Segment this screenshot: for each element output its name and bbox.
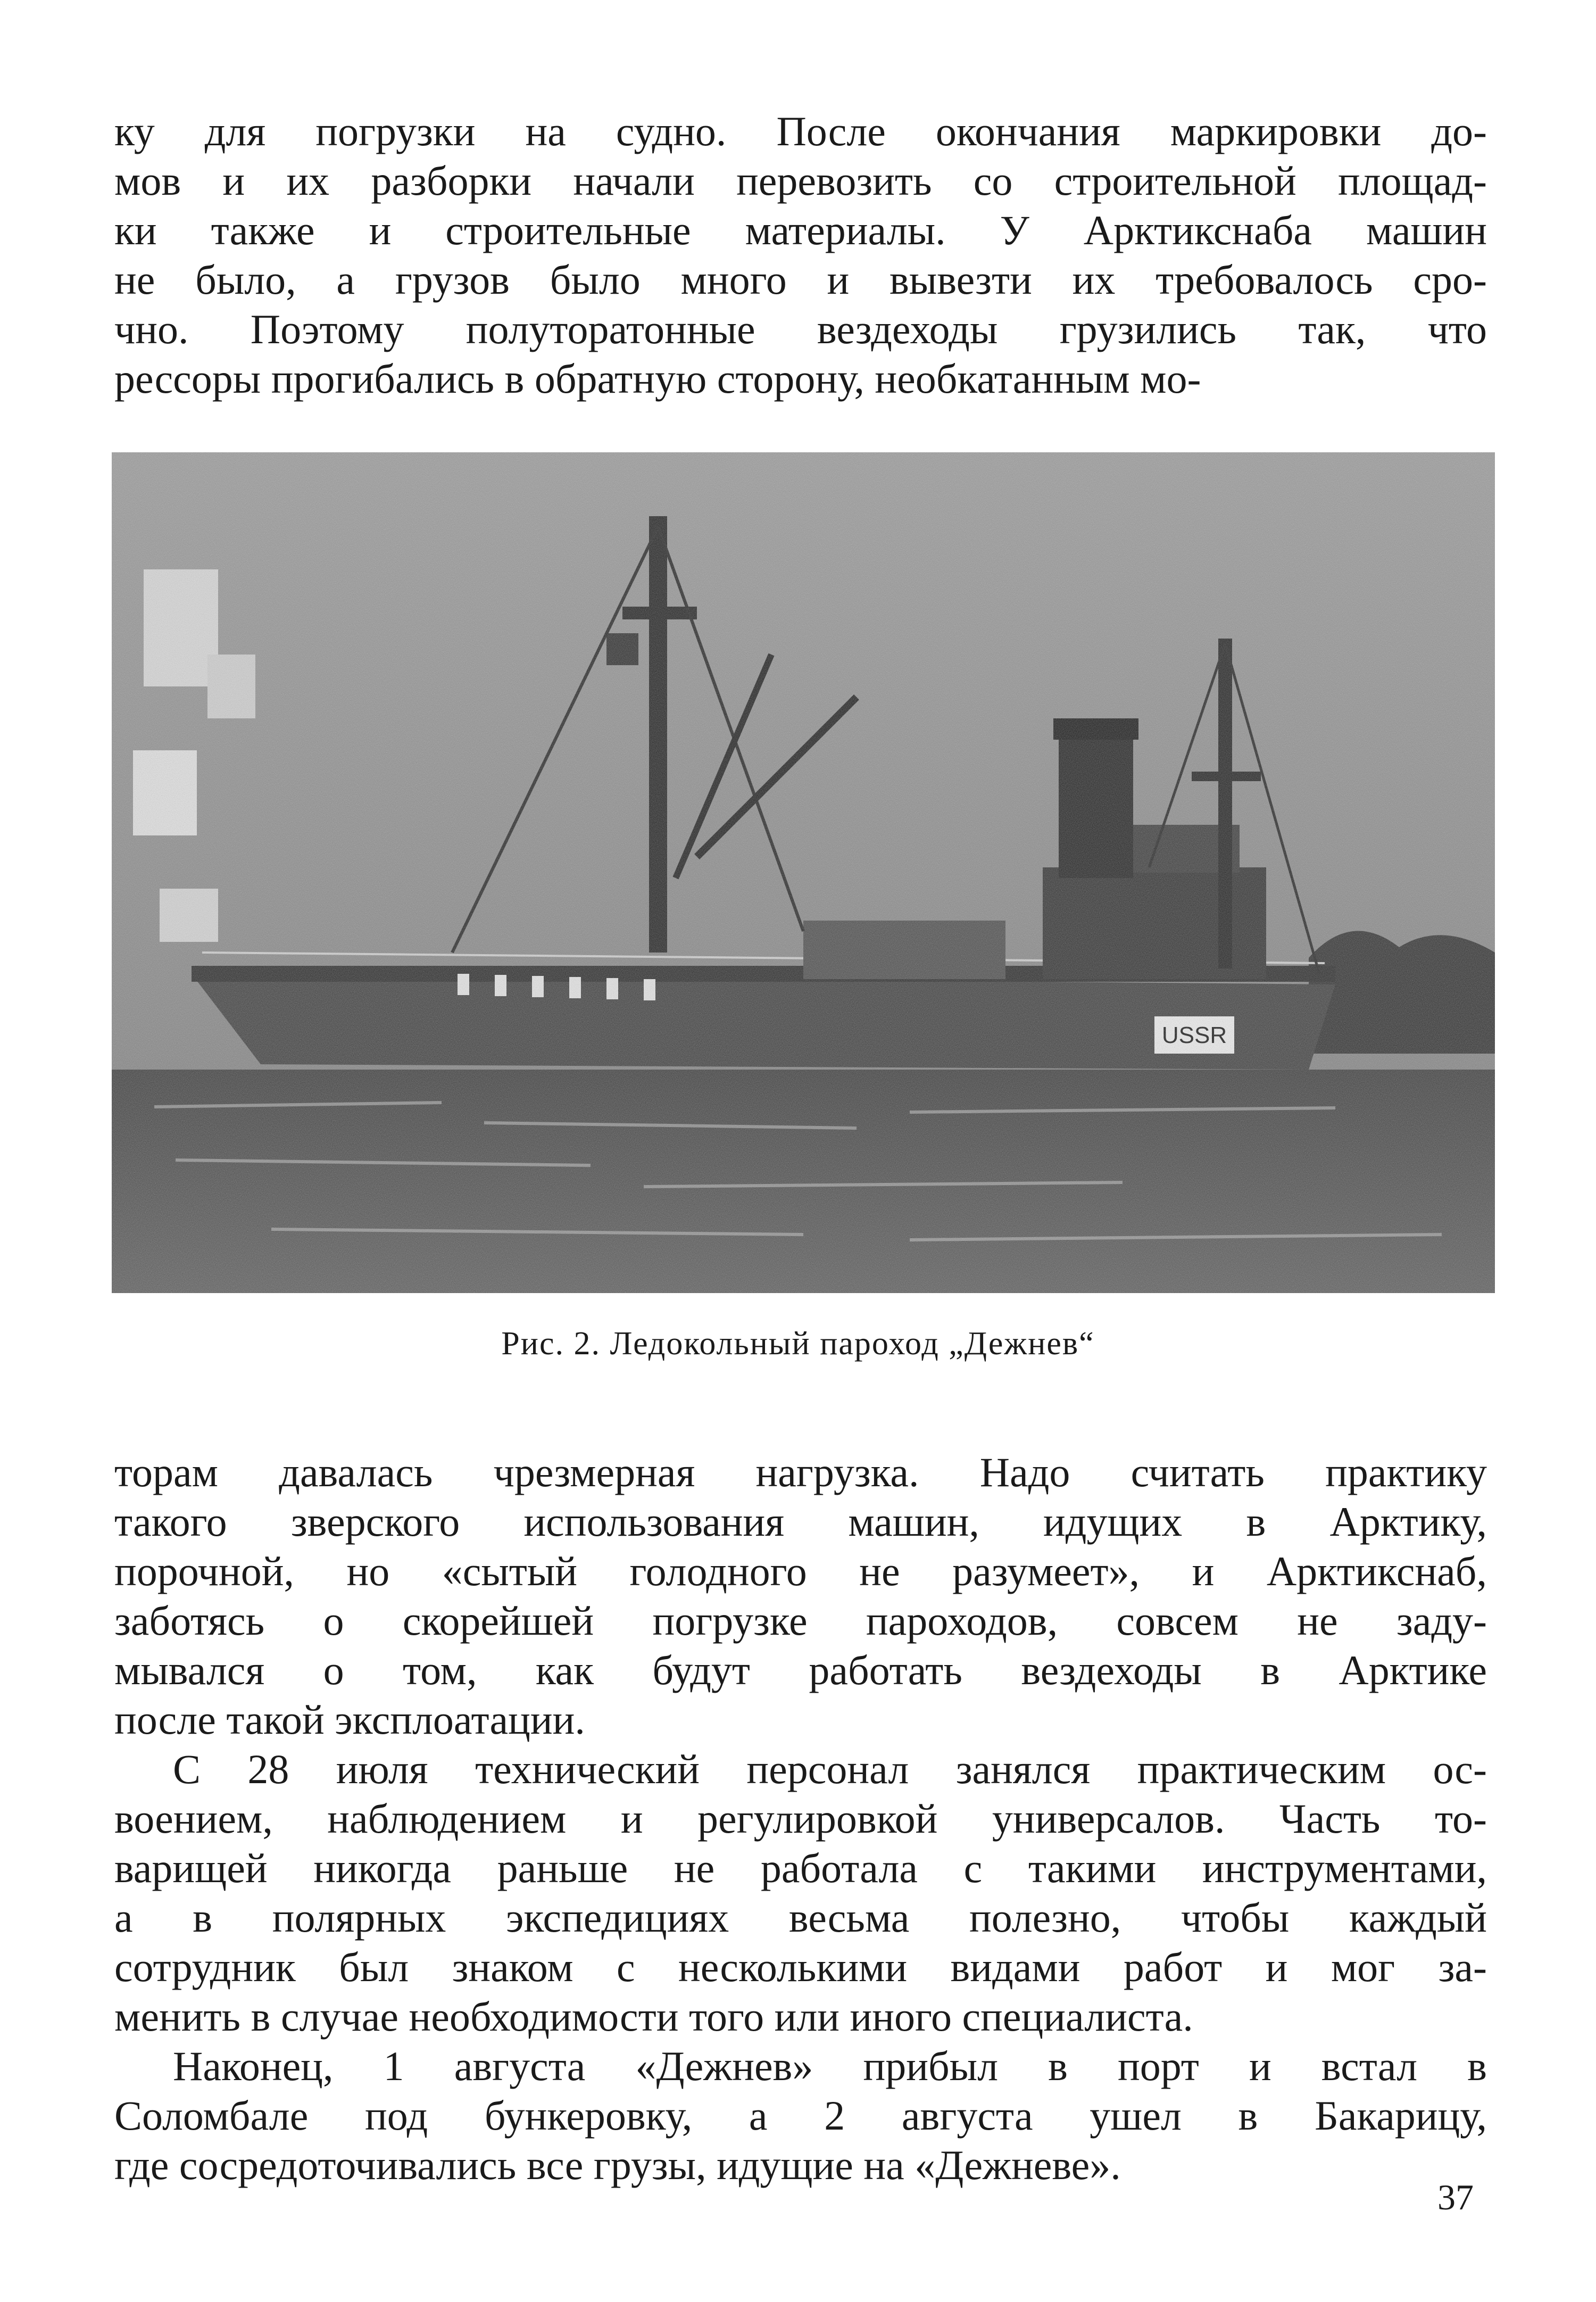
text-line: где сосредоточивались все грузы, идущие на «Дежневе». xyxy=(114,2142,1121,2188)
text-line: воением, наблюдением и регулировкой универсалов. Часть то- xyxy=(114,1795,1487,1842)
text-line: С 28 июля технический персонал занялся практическим ос- xyxy=(173,1746,1487,1792)
text-line: порочной, но «сытый голодного не разумеет», и Арктикснаб, xyxy=(114,1548,1487,1594)
text-line: торам давалась чрезмерная нагрузка. Надо считать практику xyxy=(114,1449,1487,1495)
top-paragraph xyxy=(114,106,1487,403)
paragraph xyxy=(114,2041,1487,2190)
text-line: сотрудник был знаком с несколькими видами работ и мог за- xyxy=(114,1944,1487,1990)
text-line: не было, а грузов было много и вывезти их требовалось сро- xyxy=(114,256,1487,303)
paragraph xyxy=(114,1744,1487,2041)
text-line: варищей никогда раньше не работала с такими инструментами, xyxy=(114,1845,1487,1891)
text-line: такого зверского использования машин, идущих в Арктику, xyxy=(114,1498,1487,1545)
page-number: 37 xyxy=(1437,2177,1474,2217)
text-line: менить в случае необходимости того или иного специалиста. xyxy=(114,1993,1193,2040)
text-line: а в полярных экспедициях весьма полезно, чтобы каждый xyxy=(114,1894,1487,1941)
text-line: Наконец, 1 августа «Дежнев» прибыл в порт и встал в xyxy=(173,2043,1487,2089)
text-line: ку для погрузки на судно. После окончания маркировки до- xyxy=(114,108,1487,154)
text-line: заботясь о скорейшей погрузке пароходов, совсем не заду- xyxy=(114,1597,1487,1644)
body-text xyxy=(114,1447,1487,2190)
text-line: чно. Поэтому полуторатонные вездеходы грузились так, что xyxy=(114,306,1487,352)
ship-photograph xyxy=(112,452,1495,1293)
text-line: рессоры прогибались в обратную сторону, необкатанным мо- xyxy=(114,355,1201,402)
text-line: ки также и строительные материалы. У Арктикснаба машин xyxy=(114,207,1487,253)
text-line: мов и их разборки начали перевозить со строительной площад- xyxy=(114,158,1487,204)
text-line: Соломбале под бункеровку, а 2 августа ушел в Бакарицу, xyxy=(114,2092,1487,2139)
text-line: после такой эксплоатации. xyxy=(114,1696,585,1743)
figure-caption: Рис. 2. Ледокольный пароход „Дежнев“ xyxy=(501,1326,1095,1362)
text-line: мывался о том, как будут работать вездеходы в Арктике xyxy=(114,1647,1487,1693)
paragraph xyxy=(114,1447,1487,1744)
